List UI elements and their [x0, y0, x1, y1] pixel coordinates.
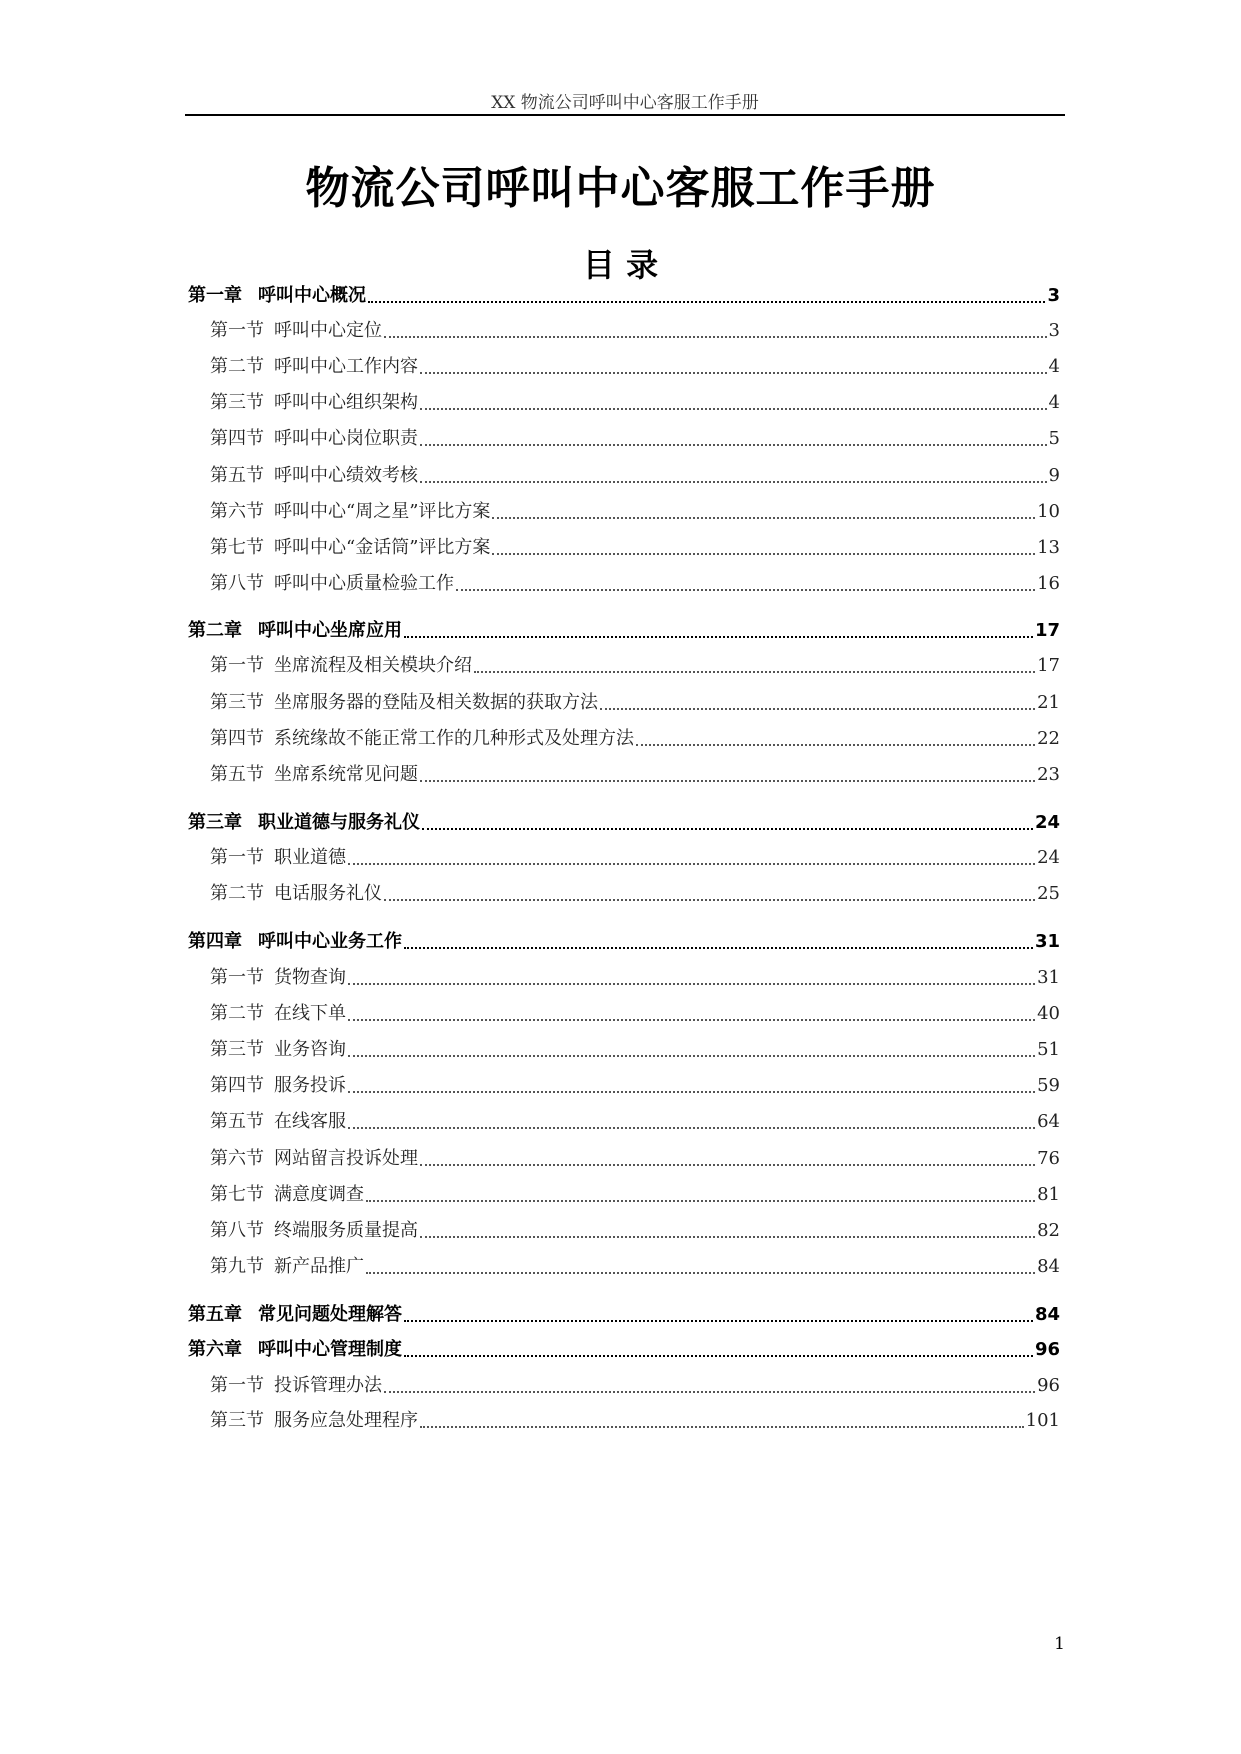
toc-dot-leader	[420, 1236, 1035, 1238]
toc-page-number: 17	[1034, 620, 1060, 641]
toc-entry-title: 呼叫中心组织架构	[274, 392, 418, 413]
toc-section-entry[interactable]	[210, 316, 1060, 346]
toc-entry-number: 第四章	[188, 931, 242, 952]
toc-dot-leader	[492, 517, 1035, 519]
toc-entry-title: 投诉管理办法	[274, 1375, 382, 1396]
toc-entry-number: 第二节	[210, 356, 264, 377]
toc-entry-number: 第四节	[210, 728, 264, 749]
document-title: 物流公司呼叫中心客服工作手册	[305, 163, 936, 214]
toc-entry-number: 第六节	[210, 501, 264, 522]
toc-entry-label	[210, 352, 418, 382]
toc-page-number: 16	[1037, 573, 1060, 594]
toc-chapter-entry[interactable]	[188, 808, 1060, 838]
toc-dot-leader	[404, 636, 1033, 638]
toc-dot-leader	[420, 780, 1035, 782]
toc-page-number: 13	[1037, 537, 1060, 558]
toc-page-number: 4	[1048, 392, 1060, 413]
toc-dot-leader	[474, 671, 1035, 673]
toc-section-entry[interactable]	[210, 569, 1060, 599]
toc-entry-label	[188, 927, 402, 957]
toc-entry-number: 第一节	[210, 1375, 264, 1396]
toc-entry-title: 呼叫中心绩效考核	[274, 465, 418, 486]
toc-entry-label	[210, 388, 418, 418]
toc-page-number: 24	[1037, 847, 1060, 868]
toc-dot-leader	[420, 481, 1047, 483]
toc-entry-title: 常见问题处理解答	[258, 1304, 402, 1325]
toc-page-number: 51	[1037, 1039, 1060, 1060]
toc-section-entry[interactable]	[210, 879, 1060, 909]
toc-dot-leader	[384, 336, 1047, 338]
toc-page-number: 31	[1034, 931, 1060, 952]
toc-entry-title: 网站留言投诉处理	[274, 1148, 418, 1169]
toc-dot-leader	[404, 1355, 1033, 1357]
toc-section-entry[interactable]	[210, 388, 1060, 418]
toc-dot-leader	[600, 708, 1035, 710]
toc-dot-leader	[366, 1272, 1035, 1274]
toc-entry-label	[188, 1335, 402, 1365]
toc-dot-leader	[404, 947, 1033, 949]
toc-page-number: 82	[1037, 1220, 1060, 1241]
toc-chapter-entry[interactable]	[188, 1300, 1060, 1330]
toc-entry-number: 第一节	[210, 967, 264, 988]
toc-entry-label	[188, 1300, 402, 1330]
running-header: XX 物流公司呼叫中心客服工作手册	[491, 93, 759, 113]
toc-section-entry[interactable]	[210, 1071, 1060, 1101]
toc-page-number: 17	[1037, 655, 1060, 676]
toc-entry-number: 第五节	[210, 465, 264, 486]
toc-page-number: 76	[1037, 1148, 1060, 1169]
toc-dot-leader	[636, 744, 1035, 746]
toc-page-number: 40	[1037, 1003, 1060, 1024]
toc-entry-label	[210, 316, 382, 346]
toc-chapter-entry[interactable]	[188, 281, 1060, 311]
toc-entry-number: 第五节	[210, 764, 264, 785]
toc-entry-title: 坐席服务器的登陆及相关数据的获取方法	[274, 692, 598, 713]
toc-entry-number: 第二章	[188, 620, 242, 641]
toc-entry-title: 呼叫中心岗位职责	[274, 428, 418, 449]
toc-entry-label	[210, 879, 382, 909]
toc-entry-number: 第八节	[210, 1220, 264, 1241]
page-number: 1	[1054, 1634, 1065, 1654]
toc-entry-title: 终端服务质量提高	[274, 1220, 418, 1241]
toc-entry-title: 职业道德	[274, 847, 346, 868]
toc-page-number: 24	[1034, 812, 1060, 833]
toc-entry-number: 第一节	[210, 847, 264, 868]
toc-entry-number: 第一节	[210, 655, 264, 676]
toc-entry-number: 第五节	[210, 1111, 264, 1132]
toc-page-number: 96	[1034, 1339, 1060, 1360]
toc-entry-label	[188, 808, 420, 838]
toc-entry-number: 第一节	[210, 320, 264, 341]
toc-dot-leader	[384, 899, 1035, 901]
toc-entry-label	[210, 1406, 418, 1436]
toc-page-number: 81	[1037, 1184, 1060, 1205]
toc-chapter-entry[interactable]	[188, 1335, 1060, 1365]
toc-dot-leader	[404, 1320, 1033, 1322]
toc-entry-number: 第六章	[188, 1339, 242, 1360]
toc-section-entry[interactable]	[210, 1035, 1060, 1065]
toc-entry-number: 第三节	[210, 692, 264, 713]
toc-page-number: 59	[1037, 1075, 1060, 1096]
toc-dot-leader	[348, 1091, 1035, 1093]
toc-page-number: 84	[1037, 1256, 1060, 1277]
toc-page-number: 84	[1034, 1304, 1060, 1325]
toc-entry-label	[210, 843, 346, 873]
toc-entry-number: 第三节	[210, 1039, 264, 1060]
toc-entry-title: 呼叫中心业务工作	[258, 931, 402, 952]
toc-page-number: 21	[1037, 692, 1060, 713]
toc-dot-leader	[348, 1019, 1035, 1021]
toc-entry-title: 呼叫中心“周之星”评比方案	[274, 501, 491, 522]
toc-page-number: 5	[1048, 428, 1060, 449]
toc-entry-label	[210, 461, 418, 491]
toc-entry-label	[210, 1180, 364, 1210]
toc-section-entry[interactable]	[210, 1371, 1060, 1401]
toc-page-number: 64	[1037, 1111, 1060, 1132]
toc-section-entry[interactable]	[210, 651, 1060, 681]
toc-entry-title: 新产品推广	[274, 1256, 364, 1277]
toc-entry-title: 业务咨询	[274, 1039, 346, 1060]
toc-entry-number: 第三章	[188, 812, 242, 833]
toc-section-entry[interactable]	[210, 1252, 1060, 1282]
toc-chapter-entry[interactable]	[188, 927, 1060, 957]
toc-entry-title: 服务应急处理程序	[274, 1410, 418, 1431]
toc-entry-title: 在线下单	[274, 1003, 346, 1024]
toc-dot-leader	[456, 589, 1035, 591]
toc-page-number: 9	[1048, 465, 1060, 486]
toc-entry-label	[210, 651, 472, 681]
toc-entry-label	[210, 1371, 382, 1401]
toc-section-entry[interactable]	[210, 1216, 1060, 1246]
toc-entry-number: 第七节	[210, 537, 264, 558]
toc-page-number: 101	[1025, 1410, 1060, 1431]
toc-entry-number: 第六节	[210, 1148, 264, 1169]
toc-entry-number: 第二节	[210, 883, 264, 904]
toc-entry-title: 职业道德与服务礼仪	[258, 812, 420, 833]
toc-section-entry[interactable]	[210, 1180, 1060, 1210]
toc-entry-number: 第三节	[210, 392, 264, 413]
toc-dot-leader	[420, 444, 1047, 446]
toc-entry-title: 呼叫中心管理制度	[258, 1339, 402, 1360]
table-of-contents	[188, 0, 1060, 1754]
toc-section-entry[interactable]	[210, 497, 1060, 527]
toc-entry-label	[210, 999, 346, 1029]
toc-entry-title: 坐席系统常见问题	[274, 764, 418, 785]
toc-entry-label	[210, 1107, 346, 1137]
toc-entry-title: 坐席流程及相关模块介绍	[274, 655, 472, 676]
toc-dot-leader	[348, 1055, 1035, 1057]
toc-dot-leader	[420, 408, 1047, 410]
toc-page-number: 23	[1037, 764, 1060, 785]
toc-section-entry[interactable]	[210, 352, 1060, 382]
toc-entry-number: 第四节	[210, 1075, 264, 1096]
toc-entry-label	[210, 497, 490, 527]
toc-entry-title: 在线客服	[274, 1111, 346, 1132]
toc-section-entry[interactable]	[210, 688, 1060, 718]
toc-page-number: 3	[1047, 285, 1060, 306]
toc-dot-leader	[422, 828, 1033, 830]
toc-page-number: 96	[1037, 1375, 1060, 1396]
toc-entry-title: 呼叫中心工作内容	[274, 356, 418, 377]
toc-dot-leader	[384, 1391, 1035, 1393]
toc-entry-label	[210, 1071, 346, 1101]
toc-entry-title: 呼叫中心“金话筒”评比方案	[274, 537, 491, 558]
toc-entry-label	[210, 760, 418, 790]
toc-entry-number: 第二节	[210, 1003, 264, 1024]
toc-heading: 目 录	[582, 246, 659, 284]
toc-section-entry[interactable]	[210, 1144, 1060, 1174]
toc-section-entry[interactable]	[210, 760, 1060, 790]
toc-entry-title: 满意度调查	[274, 1184, 364, 1205]
toc-entry-title: 电话服务礼仪	[274, 883, 382, 904]
toc-entry-title: 呼叫中心坐席应用	[258, 620, 402, 641]
toc-entry-number: 第四节	[210, 428, 264, 449]
toc-section-entry[interactable]	[210, 963, 1060, 993]
toc-dot-leader	[420, 1426, 1024, 1428]
toc-section-entry[interactable]	[210, 999, 1060, 1029]
toc-entry-label	[210, 688, 598, 718]
toc-entry-title: 呼叫中心定位	[274, 320, 382, 341]
toc-page-number: 4	[1048, 356, 1060, 377]
toc-entry-title: 服务投诉	[274, 1075, 346, 1096]
toc-dot-leader	[420, 372, 1047, 374]
toc-section-entry[interactable]	[210, 424, 1060, 454]
toc-section-entry[interactable]	[210, 533, 1060, 563]
toc-section-entry[interactable]	[210, 843, 1060, 873]
toc-dot-leader	[420, 1164, 1035, 1166]
toc-entry-label	[210, 724, 634, 754]
toc-entry-label	[210, 963, 346, 993]
toc-entry-number: 第七节	[210, 1184, 264, 1205]
toc-page-number: 31	[1037, 967, 1060, 988]
toc-entry-label	[210, 1035, 346, 1065]
toc-section-entry[interactable]	[210, 1107, 1060, 1137]
toc-dot-leader	[348, 863, 1035, 865]
toc-entry-number: 第一章	[188, 285, 242, 306]
toc-chapter-entry[interactable]	[188, 616, 1060, 646]
toc-entry-number: 第九节	[210, 1256, 264, 1277]
toc-entry-label	[210, 1252, 364, 1282]
toc-section-entry[interactable]	[210, 461, 1060, 491]
toc-page-number: 22	[1037, 728, 1060, 749]
toc-entry-title: 呼叫中心质量检验工作	[274, 573, 454, 594]
toc-dot-leader	[348, 983, 1035, 985]
toc-section-entry[interactable]	[210, 1406, 1060, 1436]
toc-page-number: 3	[1048, 320, 1060, 341]
toc-entry-label	[188, 281, 366, 311]
toc-section-entry[interactable]	[210, 724, 1060, 754]
toc-entry-label	[188, 616, 402, 646]
toc-entry-title: 货物查询	[274, 967, 346, 988]
toc-entry-number: 第八节	[210, 573, 264, 594]
toc-entry-label	[210, 1216, 418, 1246]
toc-entry-label	[210, 569, 454, 599]
toc-dot-leader	[492, 553, 1035, 555]
toc-entry-title: 呼叫中心概况	[258, 285, 366, 306]
toc-entry-label	[210, 424, 418, 454]
toc-entry-number: 第五章	[188, 1304, 242, 1325]
toc-entry-title: 系统缘故不能正常工作的几种形式及处理方法	[274, 728, 634, 749]
toc-entry-label	[210, 1144, 418, 1174]
toc-dot-leader	[348, 1127, 1035, 1129]
toc-entry-number: 第三节	[210, 1410, 264, 1431]
toc-dot-leader	[368, 301, 1045, 303]
toc-dot-leader	[366, 1200, 1035, 1202]
toc-page-number: 10	[1037, 501, 1060, 522]
toc-page-number: 25	[1037, 883, 1060, 904]
toc-entry-label	[210, 533, 490, 563]
